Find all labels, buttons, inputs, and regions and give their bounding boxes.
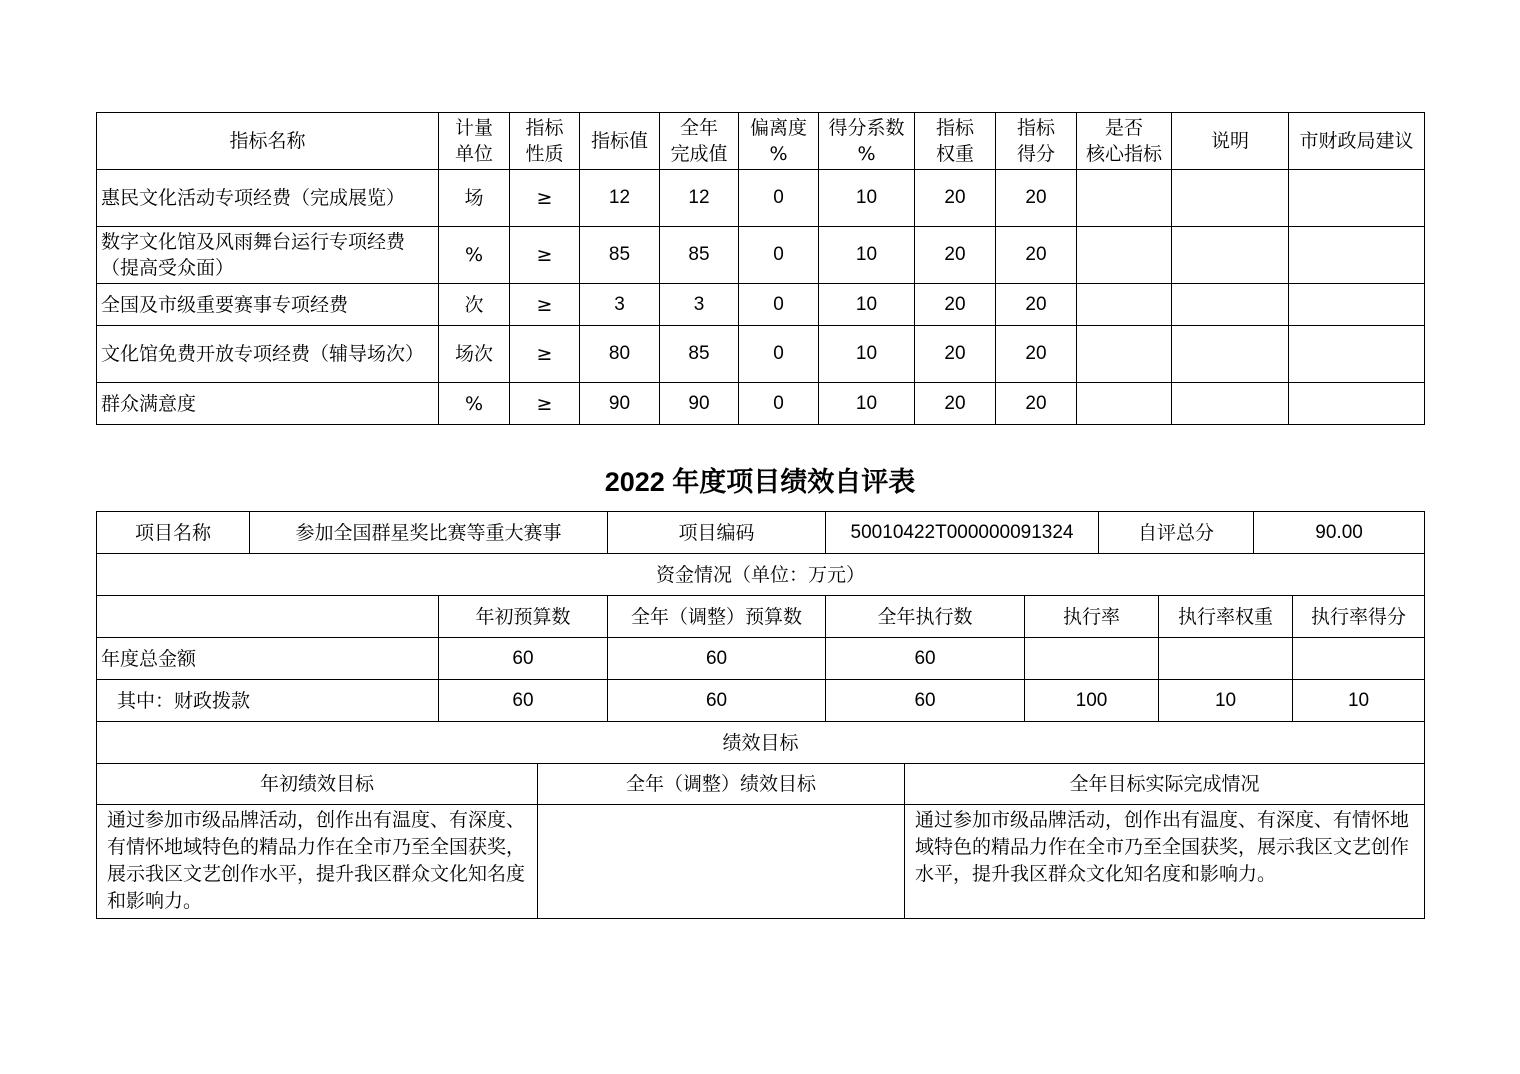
fund-initial-budget: 60 bbox=[439, 638, 608, 680]
perf-adjusted-goal bbox=[538, 805, 905, 919]
fund-header-row bbox=[97, 596, 1425, 638]
self-score-label: 自评总分 bbox=[1099, 512, 1254, 554]
table-row bbox=[97, 284, 1425, 326]
indicator-completed: 12 bbox=[660, 170, 739, 227]
perf-header-adjusted: 全年（调整）绩效目标 bbox=[538, 764, 905, 805]
indicator-coefficient: 10 bbox=[819, 326, 915, 383]
table-row bbox=[97, 227, 1425, 284]
indicator-unit: 场 bbox=[439, 170, 510, 227]
indicator-core bbox=[1077, 284, 1172, 326]
indicator-target: 85 bbox=[580, 227, 660, 284]
header-completed-value: 全年 完成值 bbox=[660, 113, 739, 170]
table-row bbox=[97, 326, 1425, 383]
self-score-value: 90.00 bbox=[1254, 512, 1425, 554]
indicator-target: 12 bbox=[580, 170, 660, 227]
indicator-note bbox=[1172, 227, 1289, 284]
fund-header-rate-score: 执行率得分 bbox=[1293, 596, 1425, 638]
indicator-target: 90 bbox=[580, 383, 660, 425]
header-finance-advice: 市财政局建议 bbox=[1289, 113, 1425, 170]
indicator-score: 20 bbox=[996, 326, 1077, 383]
perf-header-row bbox=[97, 764, 1425, 805]
indicator-name: 文化馆免费开放专项经费（辅导场次） bbox=[97, 326, 439, 383]
header-weight: 指标 权重 bbox=[915, 113, 996, 170]
indicator-advice bbox=[1289, 383, 1425, 425]
fund-header-execution-rate: 执行率 bbox=[1025, 596, 1159, 638]
indicator-weight: 20 bbox=[915, 383, 996, 425]
indicator-name: 全国及市级重要赛事专项经费 bbox=[97, 284, 439, 326]
indicator-core bbox=[1077, 170, 1172, 227]
indicator-score: 20 bbox=[996, 170, 1077, 227]
indicator-completed: 90 bbox=[660, 383, 739, 425]
project-code-label: 项目编码 bbox=[608, 512, 826, 554]
indicator-weight: 20 bbox=[915, 227, 996, 284]
project-code-value: 50010422T000000091324 bbox=[826, 512, 1099, 554]
indicator-coefficient: 10 bbox=[819, 170, 915, 227]
fund-header-blank bbox=[97, 596, 439, 638]
indicator-core bbox=[1077, 227, 1172, 284]
fund-rate-weight: 10 bbox=[1159, 680, 1293, 722]
indicator-unit: 次 bbox=[439, 284, 510, 326]
indicator-unit: % bbox=[439, 227, 510, 284]
evaluation-table bbox=[96, 511, 1425, 919]
indicator-score: 20 bbox=[996, 383, 1077, 425]
indicator-nature: ≥ bbox=[510, 284, 580, 326]
indicator-name: 惠民文化活动专项经费（完成展览） bbox=[97, 170, 439, 227]
fund-rate-weight bbox=[1159, 638, 1293, 680]
indicator-weight: 20 bbox=[915, 170, 996, 227]
perf-heading: 绩效目标 bbox=[97, 722, 1425, 764]
table-row bbox=[97, 638, 1425, 680]
table-row bbox=[97, 680, 1425, 722]
fund-heading: 资金情况（单位：万元） bbox=[97, 554, 1425, 596]
indicator-completed: 85 bbox=[660, 227, 739, 284]
perf-header-actual: 全年目标实际完成情况 bbox=[905, 764, 1425, 805]
indicator-weight: 20 bbox=[915, 284, 996, 326]
indicator-advice bbox=[1289, 284, 1425, 326]
indicator-note bbox=[1172, 383, 1289, 425]
indicator-unit: 场次 bbox=[439, 326, 510, 383]
fund-adjusted-budget: 60 bbox=[608, 638, 826, 680]
indicator-score: 20 bbox=[996, 284, 1077, 326]
page-title: 2022 年度项目绩效自评表 bbox=[604, 467, 916, 497]
perf-header-initial: 年初绩效目标 bbox=[97, 764, 538, 805]
indicator-deviation: 0 bbox=[739, 170, 819, 227]
header-core-indicator: 是否 核心指标 bbox=[1077, 113, 1172, 170]
fund-row-label: 其中：财政拨款 bbox=[97, 680, 439, 722]
fund-header-executed: 全年执行数 bbox=[826, 596, 1025, 638]
indicator-coefficient: 10 bbox=[819, 284, 915, 326]
fund-executed: 60 bbox=[826, 680, 1025, 722]
perf-heading-row bbox=[97, 722, 1425, 764]
project-name-label: 项目名称 bbox=[97, 512, 250, 554]
indicator-name: 数字文化馆及风雨舞台运行专项经费（提高受众面） bbox=[97, 227, 439, 284]
fund-rate-score: 10 bbox=[1293, 680, 1425, 722]
header-unit: 计量 单位 bbox=[439, 113, 510, 170]
indicator-name: 群众满意度 bbox=[97, 383, 439, 425]
indicator-table bbox=[96, 112, 1425, 425]
indicator-nature: ≥ bbox=[510, 383, 580, 425]
indicator-target: 3 bbox=[580, 284, 660, 326]
indicator-coefficient: 10 bbox=[819, 383, 915, 425]
header-indicator-name: 指标名称 bbox=[97, 113, 439, 170]
indicator-unit: % bbox=[439, 383, 510, 425]
indicator-advice bbox=[1289, 170, 1425, 227]
indicator-score: 20 bbox=[996, 227, 1077, 284]
indicator-note bbox=[1172, 170, 1289, 227]
indicator-coefficient: 10 bbox=[819, 227, 915, 284]
header-deviation: 偏离度 % bbox=[739, 113, 819, 170]
fund-execution-rate bbox=[1025, 638, 1159, 680]
perf-initial-goal: 通过参加市级品牌活动，创作出有温度、有深度、有情怀地域特色的精品力作在全市乃至全国获奖，展示我区文艺创作水平，提升我区群众文化知名度和影响力。 bbox=[97, 805, 538, 919]
indicator-target: 80 bbox=[580, 326, 660, 383]
indicator-core bbox=[1077, 383, 1172, 425]
fund-executed: 60 bbox=[826, 638, 1025, 680]
indicator-core bbox=[1077, 326, 1172, 383]
indicator-weight: 20 bbox=[915, 326, 996, 383]
perf-content-row bbox=[97, 805, 1425, 919]
indicator-nature: ≥ bbox=[510, 227, 580, 284]
indicator-advice bbox=[1289, 326, 1425, 383]
fund-rate-score bbox=[1293, 638, 1425, 680]
header-note: 说明 bbox=[1172, 113, 1289, 170]
fund-header-rate-weight: 执行率权重 bbox=[1159, 596, 1293, 638]
indicator-deviation: 0 bbox=[739, 227, 819, 284]
indicator-advice bbox=[1289, 227, 1425, 284]
fund-adjusted-budget: 60 bbox=[608, 680, 826, 722]
fund-row-label: 年度总金额 bbox=[97, 638, 439, 680]
fund-heading-row bbox=[97, 554, 1425, 596]
indicator-note bbox=[1172, 326, 1289, 383]
perf-actual-result: 通过参加市级品牌活动，创作出有温度、有深度、有情怀地域特色的精品力作在全市乃至全国获奖，展示我区文艺创作水平，提升我区群众文化知名度和影响力。 bbox=[905, 805, 1425, 919]
indicator-nature: ≥ bbox=[510, 326, 580, 383]
indicator-deviation: 0 bbox=[739, 284, 819, 326]
fund-execution-rate: 100 bbox=[1025, 680, 1159, 722]
indicator-deviation: 0 bbox=[739, 326, 819, 383]
header-score-coefficient: 得分系数 % bbox=[819, 113, 915, 170]
indicator-nature: ≥ bbox=[510, 170, 580, 227]
indicator-header-row bbox=[97, 113, 1425, 170]
header-score: 指标 得分 bbox=[996, 113, 1077, 170]
project-name-value: 参加全国群星奖比赛等重大赛事 bbox=[250, 512, 608, 554]
fund-header-initial-budget: 年初预算数 bbox=[439, 596, 608, 638]
indicator-completed: 3 bbox=[660, 284, 739, 326]
indicator-completed: 85 bbox=[660, 326, 739, 383]
project-info-row bbox=[97, 512, 1425, 554]
header-target-value: 指标值 bbox=[580, 113, 660, 170]
fund-header-adjusted-budget: 全年（调整）预算数 bbox=[608, 596, 826, 638]
indicator-note bbox=[1172, 284, 1289, 326]
table-row bbox=[97, 383, 1425, 425]
table-row bbox=[97, 170, 1425, 227]
indicator-deviation: 0 bbox=[739, 383, 819, 425]
header-nature: 指标 性质 bbox=[510, 113, 580, 170]
fund-initial-budget: 60 bbox=[439, 680, 608, 722]
